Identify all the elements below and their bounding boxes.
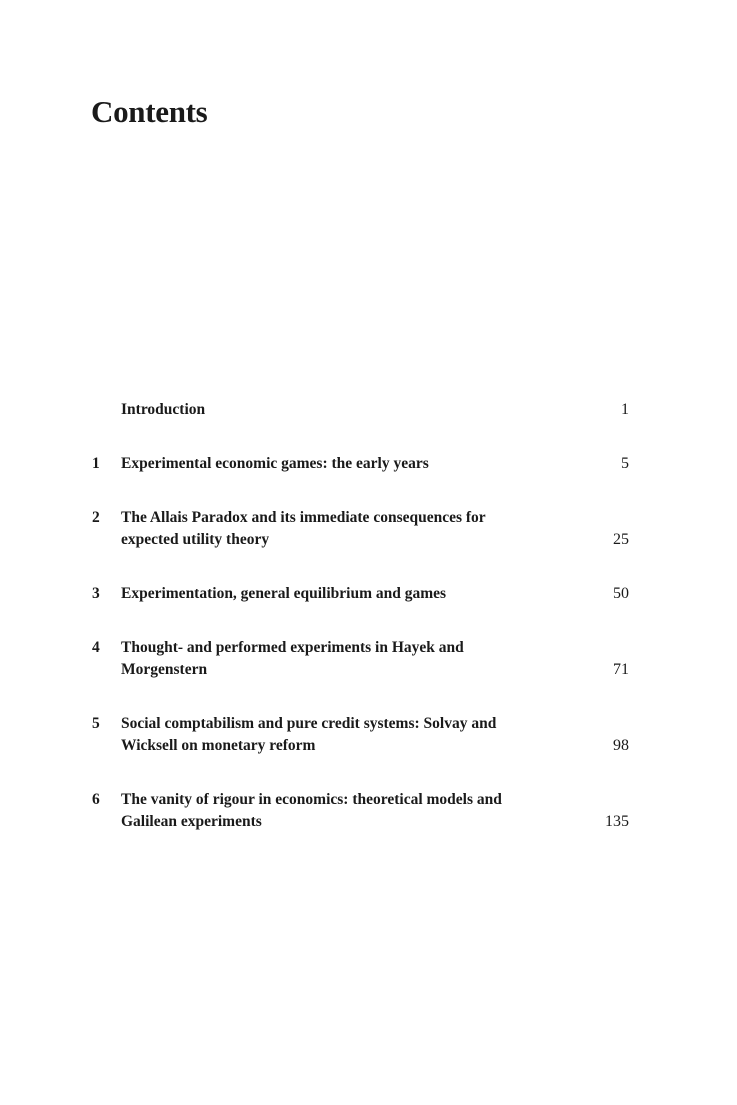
chapter-title: Experimentation, general equilibrium and games <box>121 585 447 602</box>
toc-entry-chapter-6[interactable] <box>92 789 629 833</box>
chapter-title: The Allais Paradox and its immediate consequences for expected utility theory <box>121 509 486 548</box>
page-number: 50 <box>613 585 629 602</box>
toc-entry-chapter-5[interactable] <box>92 713 629 757</box>
page-number: 71 <box>613 661 629 678</box>
chapter-number: 2 <box>92 509 100 526</box>
chapter-number: 3 <box>92 585 100 602</box>
toc-entry-chapter-1[interactable] <box>92 453 629 475</box>
chapter-number: 6 <box>92 791 100 808</box>
toc-entry-chapter-2[interactable] <box>92 507 629 551</box>
chapter-title: Thought- and performed experiments in Hayek and Morgenstern <box>121 639 464 678</box>
chapter-number: 4 <box>92 639 100 656</box>
page-number: 1 <box>621 401 629 418</box>
toc-entry-introduction[interactable] <box>92 399 629 421</box>
chapter-title: Introduction <box>121 401 206 418</box>
chapter-number: 5 <box>92 715 100 732</box>
toc-entry-chapter-3[interactable] <box>92 583 629 605</box>
chapter-title: The vanity of rigour in economics: theoretical models and Galilean experiments <box>121 791 502 830</box>
page-number: 98 <box>613 737 629 754</box>
table-of-contents <box>92 399 629 865</box>
page-number: 25 <box>613 531 629 548</box>
page-title: Contents <box>91 94 208 129</box>
page-number: 5 <box>621 455 629 472</box>
page-number: 135 <box>605 813 629 830</box>
chapter-title: Experimental economic games: the early years <box>121 455 429 472</box>
chapter-title: Social comptabilism and pure credit systems: Solvay and Wicksell on monetary reform <box>121 715 497 754</box>
chapter-number: 1 <box>92 455 100 472</box>
toc-entry-chapter-4[interactable] <box>92 637 629 681</box>
